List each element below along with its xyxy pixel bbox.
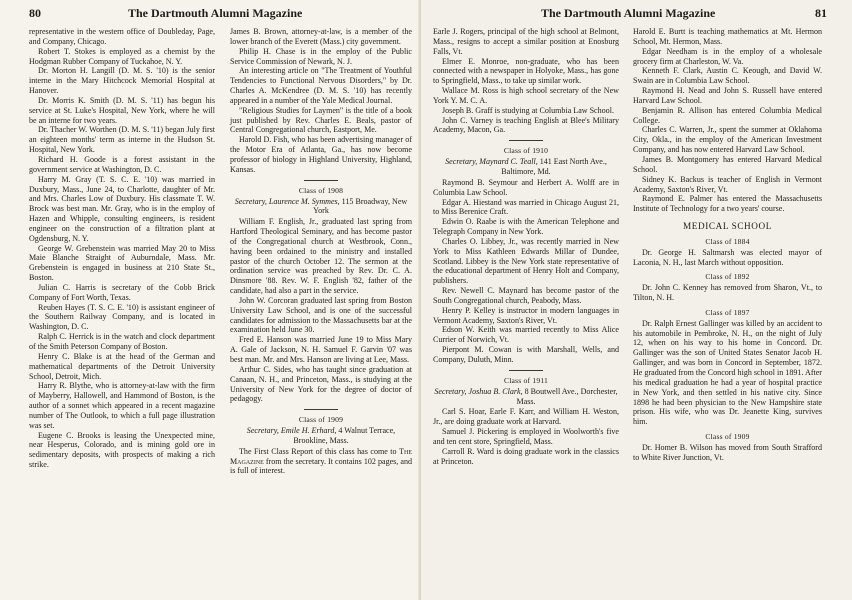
paragraph: Raymond H. Nead and John S. Russell have entered Harvard Law School.	[633, 86, 822, 105]
paragraph: Edson W. Keith was married recently to Miss Alice Currier of Norwich, Vt.	[433, 325, 619, 345]
paragraph: Henry P. Kelley is instructor in modern languages in Vermont Academy, Saxton's River, Vt.	[433, 305, 619, 325]
paragraph: Raymond B. Seymour and Herbert A. Wolff are in Columbia Law School.	[433, 177, 619, 197]
section-rule	[304, 409, 338, 410]
paragraph: Dr. Thacher W. Worthen (D. M. S. '11) began July first an eighteen months' term as interne in the Hudson St. Hospital, New York.	[29, 125, 215, 155]
paragraph: Charles C. Warren, Jr., spent the summer at Oklahoma City, Okla., in the employ of the American Investment Company, and has now entered Harvard Law School.	[633, 125, 822, 155]
paragraph: Benjamin R. Allison has entered Columbia Medical College.	[633, 105, 822, 125]
paragraph: Earle J. Rogers, principal of the high school at Belmont, Mass., resigns to accept a similar position at Enosburg Falls, Vt.	[433, 27, 619, 56]
page-number: 81	[815, 6, 827, 20]
paragraph: Edgar A. Hiestand was married in Chicago August 21, to Miss Berenice Craft.	[433, 197, 619, 217]
paragraph: Rev. Newell C. Maynard has become pastor of the South Congregational church, Peabody, Mass.	[433, 286, 619, 305]
right-page-header	[421, 6, 852, 22]
paragraph	[230, 447, 412, 477]
secretary-name: Joshua B. Clark,	[468, 386, 523, 396]
paragraph: Elmer E. Monroe, non-graduate, who has been connected with a newspaper in Holyoke, Mass., has gone to Springfield, Mass., to take up similar work.	[433, 56, 619, 86]
text-run: from the secretary. It contains 102 pages, and is full of interest.	[230, 456, 412, 476]
class-heading-1909: Class of 1909	[298, 415, 344, 425]
magazine-name: The Magazine	[230, 446, 412, 466]
class-heading-1897: Class of 1897	[705, 307, 750, 317]
secretary-name: Maynard C. Teall,	[479, 157, 538, 167]
paragraph: James B. Montgomery has entered Harvard Medical School.	[633, 154, 822, 174]
column-1	[29, 27, 215, 470]
paragraph: Julian C. Harris is secretary of the Cobb Brick Company of Fort Worth, Texas.	[29, 282, 215, 302]
paragraph: John C. Varney is teaching English at Blee's Military Academy, Macon, Ga.	[433, 115, 619, 135]
section-rule	[304, 180, 338, 181]
class-secretary-1910	[433, 157, 619, 177]
paragraph: Reuben Hayes (T. S. C. E. '10) is assistant engineer of the Southern Railway Company, and is located in Washington, D. C.	[29, 302, 215, 332]
paragraph: Raymond E. Palmer has entered the Massachusetts Institute of Technology for a two years' course.	[633, 194, 822, 214]
paragraph: Kenneth F. Clark, Austin C. Keough, and David W. Swain are in Columbia Law School.	[633, 66, 822, 86]
paragraph: Robert T. Stokes is employed as a chemist by the Hodgman Rubber Company of Tuckahoe, N. Y.	[29, 46, 215, 66]
class-heading-1911: Class of 1911	[503, 375, 549, 385]
paragraph: Dr. Morris K. Smith (D. M. S. '11) has begun his service at St. Luke's Hospital, New York, where he will be an interne for two years.	[29, 95, 215, 125]
text-run: The First Class Report of this class has come to	[239, 446, 400, 456]
secretary-name: Emile H. Erhard,	[280, 426, 337, 436]
class-heading-1910: Class of 1910	[503, 146, 549, 156]
paragraph: Arthur C. Sides, who has taught since graduation at Canaan, N. H., and Princeton, Mass., is studying at the University of New York for the degree of doctor of pedagogy.	[230, 364, 412, 404]
section-rule	[509, 370, 543, 371]
paragraph: Dr. Ralph Ernest Gallinger was killed by an accident to his automobile in Pembroke, N. H., on the night of July 12, when on his way to his home in Concord. Dr. Gallinger was the son of United States Senator Jacob H. Gallinger, and was born in Concord in September, 1872. He graduated from the Concord high school in 1891. After his medical graduation he had a year of hospital practice in New York, and then settled in his native city. Since 1898 he had been physician to the New Hampshire state prison. His wife, who was Dr. Jeanette King, survives him.	[633, 318, 822, 427]
column-2	[230, 27, 412, 476]
paragraph: Eugene C. Brooks is leasing the Unexpected mine, near Hesperus, Colorado, and is mining gold ore in sedimentary deposits, with prospects of making a rich strike.	[29, 430, 215, 470]
page-number: 80	[29, 6, 41, 20]
paragraph: Philip H. Chase is in the employ of the Public Service Commission of Newark, N. J.	[230, 46, 412, 66]
paragraph: Ralph C. Herrick is in the watch and clock department of the Smith Peterson Company of Boston.	[29, 332, 215, 351]
column-4	[633, 27, 822, 463]
paragraph: Fred E. Hanson was married June 19 to Miss Mary A. Gale of Jackson, N. H. Samuel F. Garvin '07 was best man. Mr. and Mrs. Hanson are living at Lee, Mass.	[230, 335, 412, 364]
left-page-header	[0, 6, 421, 22]
left-page	[0, 0, 421, 600]
paragraph: Dr. Homer B. Wilson has moved from South Strafford to White River Junction, Vt.	[633, 442, 822, 462]
paragraph: Harry R. Blythe, who is attorney-at-law with the firm of Mayberry, Hallowell, and Hammond of Boston, is the author of a sonnet which appeared in a recent magazine number of The Outlook, to which a full page illustration was set.	[29, 381, 215, 430]
secretary-address: 141 East North Ave., Baltimore, Md.	[501, 157, 607, 176]
paragraph: Samuel J. Pickering is employed in Woolworth's five and ten cent store, Springfield, Mass.	[433, 427, 619, 446]
paragraph: Dr. Morton H. Langill (D. M. S. '10) is the senior interne in the Mary Hitchcock Memorial Hospital at Hanover.	[29, 66, 215, 96]
paragraph: Edwin O. Raabe is with the American Telephone and Telegraph Company in New York.	[433, 217, 619, 237]
paragraph: Carl S. Hoar, Earle F. Karr, and William H. Weston, Jr., are doing graduate work at Harvard.	[433, 407, 619, 427]
running-title: The Dartmouth Alumni Magazine	[128, 6, 303, 20]
paragraph: "Religious Studies for Laymen" is the title of a book just published by Rev. Charles E. Beals, pastor of Central Congregational church, Eastport, Me.	[230, 105, 412, 135]
paragraph: George W. Grebenstein was married May 20 to Miss Maie Blanche Straight of Auburndale, Mass. Mr. Grebenstein is engaged in business at 210 State St., Boston.	[29, 243, 215, 283]
paragraph: Richard H. Goode is a forest assistant in the government service at Washington, D. C.	[29, 154, 215, 174]
paragraph: Dr. George H. Saltmarsh was elected mayor of Laconia, N. H., last March without opposition.	[633, 247, 822, 267]
secretary-label: Secretary,	[434, 386, 467, 396]
class-secretary-1908	[230, 197, 412, 217]
paragraph: James B. Brown, attorney-at-law, is a member of the lower branch of the Everett (Mass.) city government.	[230, 27, 412, 46]
class-heading-1909: Class of 1909	[705, 432, 750, 442]
paragraph: John W. Corcoran graduated last spring from Boston University Law School, and is one of the successful candidates for admission to the Massachusetts bar at the examination held June 30.	[230, 295, 412, 335]
paragraph: Harry M. Gray (T. S. C. E. '10) was married in Duxbury, Mass., June 24, to Charlotte, daughter of Mr. and Mrs. Charles Low of Duxbury. His classmate T. W. Brock was best man. Mr. Gray, who is in the employ of Hazen and Whipple, consulting engineers, is resident engineer on the construction of a filtration plant at Ogdensburg, N. Y.	[29, 174, 215, 243]
section-rule	[509, 140, 543, 141]
paragraph: Pierpont M. Cowan is with Marshall, Wells, and Company, Duluth, Minn.	[433, 345, 619, 364]
running-title: The Dartmouth Alumni Magazine	[541, 6, 716, 20]
secretary-address: 8 Boutwell Ave., Dorchester, Mass.	[516, 386, 618, 406]
paragraph: Charles O. Libbey, Jr., was recently married in New York to Miss Kathleen Edwards Millar of Dundee, Scotland. Libbey is the New York state representative of the educational department of Henry Holt and Company, publishers.	[433, 236, 619, 286]
secretary-label: Secretary,	[246, 426, 279, 436]
class-heading-1884: Class of 1884	[705, 236, 750, 246]
paragraph: Joseph B. Graff is studying at Columbia Law School.	[442, 105, 614, 115]
class-heading-1908: Class of 1908	[298, 185, 344, 195]
paragraph: An interesting article on "The Treatment of Youthful Tendencies to Functional Nervous Disorders," by Dr. Charles A. McKendree (D. M. S. '10) has recently appeared in a number of the Yale Medical Journal.	[230, 66, 412, 105]
paragraph: Harold D. Fish, who has been advertising manager of the Motor Era of Atlanta, Ga., has now become professor of biology in Highland University, Highland, Kansas.	[230, 135, 412, 174]
column-3	[433, 27, 619, 466]
class-heading-1892: Class of 1892	[705, 272, 750, 282]
secretary-label: Secretary,	[234, 196, 267, 206]
secretary-label: Secretary,	[445, 157, 478, 167]
paragraph: Sidney K. Backus is teacher of English in Vermont Academy, Saxton's River, Vt.	[633, 174, 822, 194]
secretary-address: 4 Walnut Terrace, Brookline, Mass.	[293, 426, 396, 445]
paragraph: Harold E. Burtt is teaching mathematics at Mt. Hermon School, Mt. Hermon, Mass.	[633, 27, 822, 46]
medical-school-heading: MEDICAL SCHOOL	[683, 221, 772, 232]
paragraph: William F. English, Jr., graduated last spring from Hartford Theological Seminary, and has become pastor of the Congregational church at Westbrook, Conn., having been ordained to the ministry and installed pastor of the church October 12. The sermon at the ordination service was preached by Rev. Dr. C. A. Dinsmore '88. Rev. W. F. English '82, father of the candidate, had also a part in the service.	[230, 217, 412, 296]
class-secretary-1909	[230, 426, 412, 446]
secretary-address: 115 Broadway, New York	[313, 196, 408, 216]
paragraph: Wallace M. Ross is high school secretary of the New York Y. M. C. A.	[433, 86, 619, 105]
right-page	[421, 0, 852, 600]
paragraph: Carroll R. Ward is doing graduate work in the classics at Princeton.	[433, 446, 619, 466]
paragraph: Dr. John C. Kenney has removed from Sharon, Vt., to Tilton, N. H.	[633, 283, 822, 303]
paragraph: representative in the western office of Doubleday, Page, and Company, Chicago.	[29, 27, 215, 46]
paragraph: Edgar Needham is in the employ of a wholesale grocery firm at Charleston, W. Va.	[633, 46, 822, 66]
paragraph: Henry C. Blake is at the head of the German and mathematical departments of the Detroit University School, Detroit, Mich.	[29, 351, 215, 381]
class-secretary-1911	[433, 387, 619, 407]
secretary-name: Laurence M. Symmes,	[268, 196, 340, 206]
